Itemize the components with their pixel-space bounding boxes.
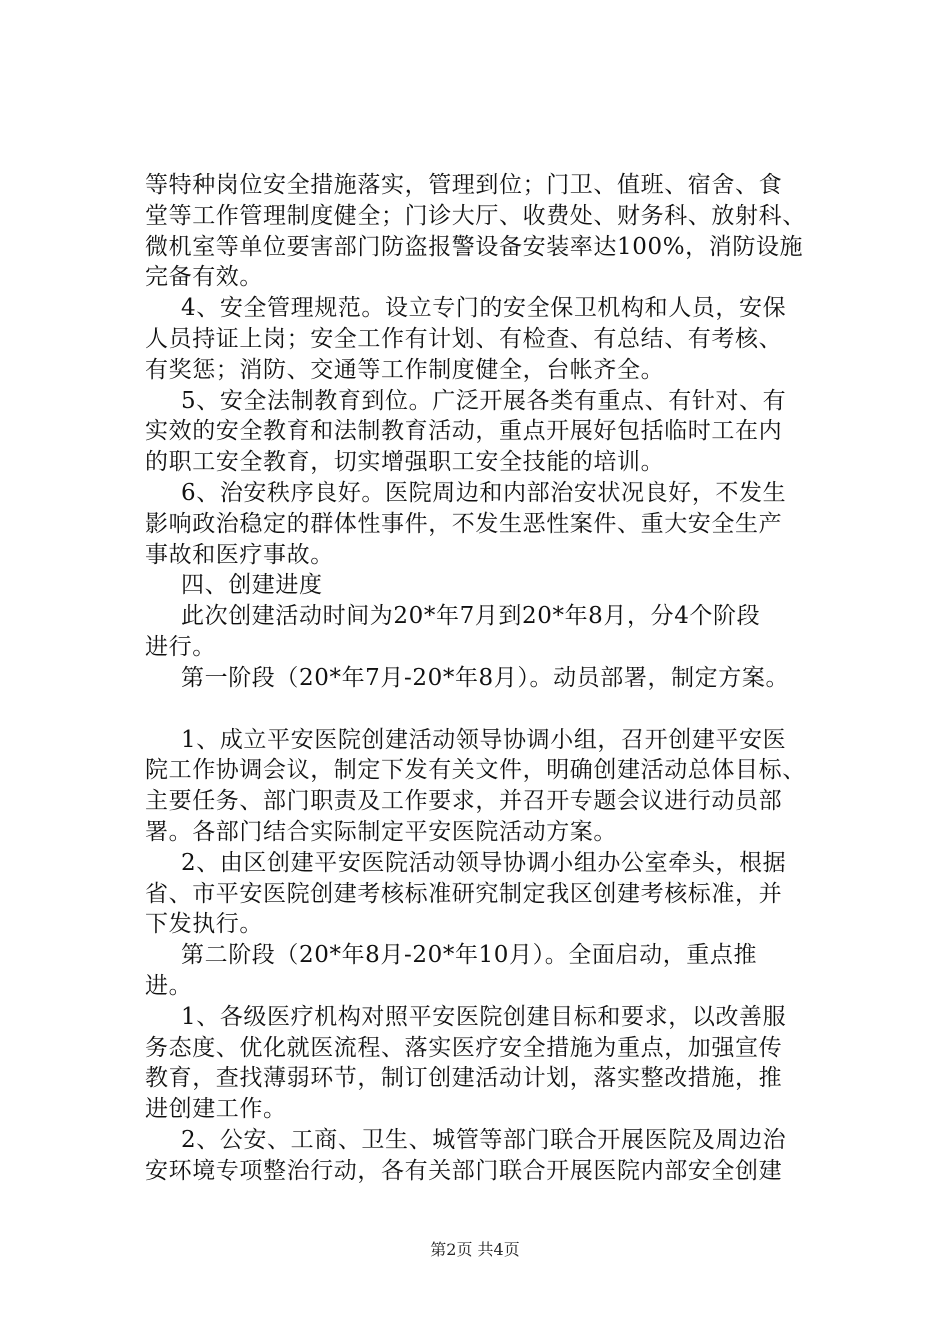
text-line: 省、市平安医院创建考核标准研究制定我区创建考核标准，并	[145, 880, 783, 907]
text-line: 教育，查找薄弱环节，制订创建活动计划，落实整改措施，推	[145, 1065, 783, 1092]
text-line: 实效的安全教育和法制教育活动，重点开展好包括临时工在内	[145, 418, 783, 445]
text-line: 2、公安、工商、卫生、城管等部门联合开展医院及周边治	[181, 1126, 787, 1153]
text-line: 的职工安全教育，切实增强职工安全技能的培训。	[145, 449, 665, 476]
text-line: 进创建工作。	[145, 1096, 287, 1123]
text-line: 5、安全法制教育到位。广泛开展各类有重点、有针对、有	[181, 387, 787, 414]
text-line: 此次创建活动时间为20*年7月到20*年8月，分4个阶段	[181, 603, 761, 630]
text-line: 进。	[145, 972, 193, 999]
text-line: 人员持证上岗；安全工作有计划、有检查、有总结、有考核、	[145, 325, 783, 352]
section-heading: 四、创建进度	[181, 572, 323, 599]
text-line: 堂等工作管理制度健全；门诊大厅、收费处、财务科、放射科、	[145, 202, 806, 229]
text-line: 1、各级医疗机构对照平安医院创建目标和要求，以改善服	[181, 1003, 787, 1030]
document-body	[145, 170, 845, 1187]
text-line: 2、由区创建平安医院活动领导协调小组办公室牵头，根据	[181, 849, 787, 876]
text-line: 务态度、优化就医流程、落实医疗安全措施为重点，加强宣传	[145, 1034, 783, 1061]
text-line: 等特种岗位安全措施落实，管理到位；门卫、值班、宿舍、食	[145, 172, 783, 198]
text-line: 主要任务、部门职责及工作要求，并召开专题会议进行动员部	[145, 788, 783, 815]
text-line: 安环境专项整治行动，各有关部门联合开展医院内部安全创建	[145, 1157, 783, 1184]
paragraph-gap	[145, 694, 845, 725]
text-line: 进行。	[145, 633, 216, 660]
page-footer: 第2页 共4页	[430, 1240, 520, 1259]
text-line: 6、治安秩序良好。医院周边和内部治安状况良好，不发生	[181, 479, 787, 506]
text-line: 下发执行。	[145, 911, 263, 938]
text-line: 事故和医疗事故。	[145, 541, 334, 568]
text-line: 有奖惩；消防、交通等工作制度健全，台帐齐全。	[145, 356, 665, 383]
text-line: 院工作协调会议，制定下发有关文件，明确创建活动总体目标、	[145, 757, 806, 784]
phase-heading: 第一阶段（20*年7月-20*年8月）。动员部署，制定方案。	[181, 664, 790, 691]
text-line: 1、成立平安医院创建活动领导协调小组，召开创建平安医	[181, 726, 787, 753]
text-line: 署。各部门结合实际制定平安医院活动方案。	[145, 818, 617, 845]
text-line: 4、安全管理规范。设立专门的安全保卫机构和人员，安保	[181, 295, 787, 322]
text-line: 微机室等单位要害部门防盗报警设备安装率达100%，消防设施	[145, 233, 804, 260]
text-line: 影响政治稳定的群体性事件，不发生恶性案件、重大安全生产	[145, 510, 783, 537]
text-line: 完备有效。	[145, 264, 263, 291]
phase-heading: 第二阶段（20*年8月-20*年10月）。全面启动，重点推	[181, 942, 758, 969]
